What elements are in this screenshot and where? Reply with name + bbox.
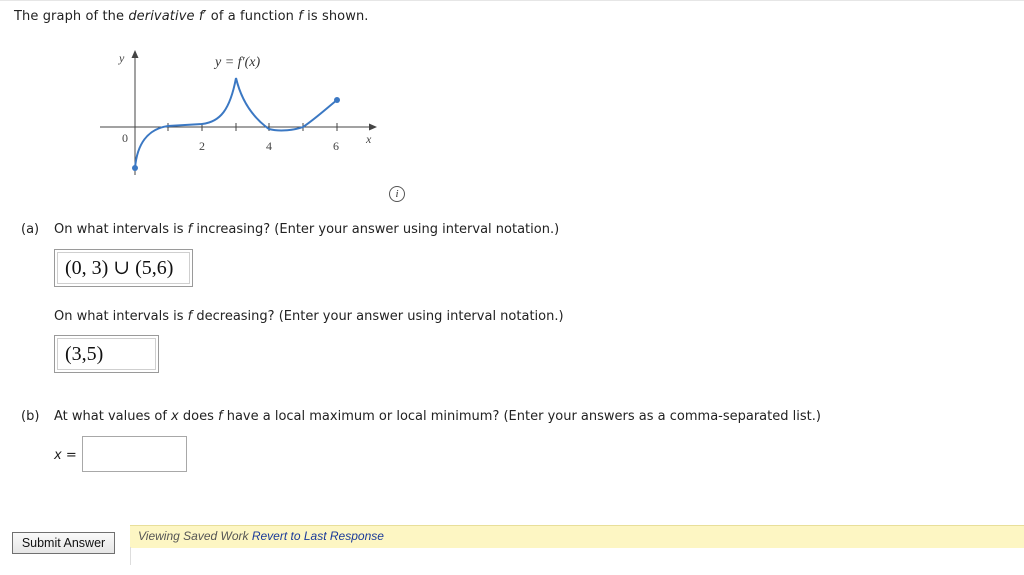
increasing-answer-field[interactable]: [54, 249, 193, 287]
problem-intro: The graph of the derivative f′ of a function f is shown.: [14, 9, 369, 24]
curve-start-point: [132, 165, 138, 171]
x-axis-arrow: [369, 124, 377, 131]
part-b-label: (b): [21, 409, 40, 424]
saved-work-text: Viewing Saved Work: [138, 529, 252, 543]
x-axis-label: x: [366, 132, 372, 146]
origin-label: 0: [122, 131, 128, 145]
curve-label: y = f′(x): [215, 55, 261, 70]
submit-answer-button[interactable]: Submit Answer: [12, 532, 115, 554]
part-a-question-decreasing: On what intervals is f decreasing? (Enter your answer using interval notation.): [54, 309, 564, 324]
derivative-graph: [95, 45, 385, 180]
tick-label-2: 2: [199, 139, 205, 153]
revert-link[interactable]: Revert to Last Response: [251, 529, 384, 543]
saved-bar-divider: [130, 547, 131, 565]
part-a-question-increasing: On what intervals is f increasing? (Enter your answer using interval notation.): [54, 222, 560, 237]
decreasing-answer-field[interactable]: [54, 335, 159, 373]
info-icon[interactable]: i: [389, 186, 405, 202]
y-axis-arrow: [132, 50, 139, 58]
extrema-input[interactable]: [82, 436, 187, 472]
decreasing-answer-value: (3,5): [57, 338, 156, 370]
top-border: [0, 0, 1024, 1]
extrema-input-label: x =: [54, 448, 77, 463]
y-axis-label: y: [119, 51, 125, 65]
saved-work-bar: [130, 525, 1024, 548]
curve-end-point: [334, 97, 340, 103]
part-b-question: At what values of x does f have a local maximum or local minimum? (Enter your answers as a comma-separated list.): [54, 409, 821, 424]
tick-label-4: 4: [266, 139, 272, 153]
tick-label-6: 6: [333, 139, 339, 153]
increasing-answer-value: (0, 3) ∪ (5,6): [57, 252, 190, 284]
part-a-label: (a): [21, 222, 40, 237]
